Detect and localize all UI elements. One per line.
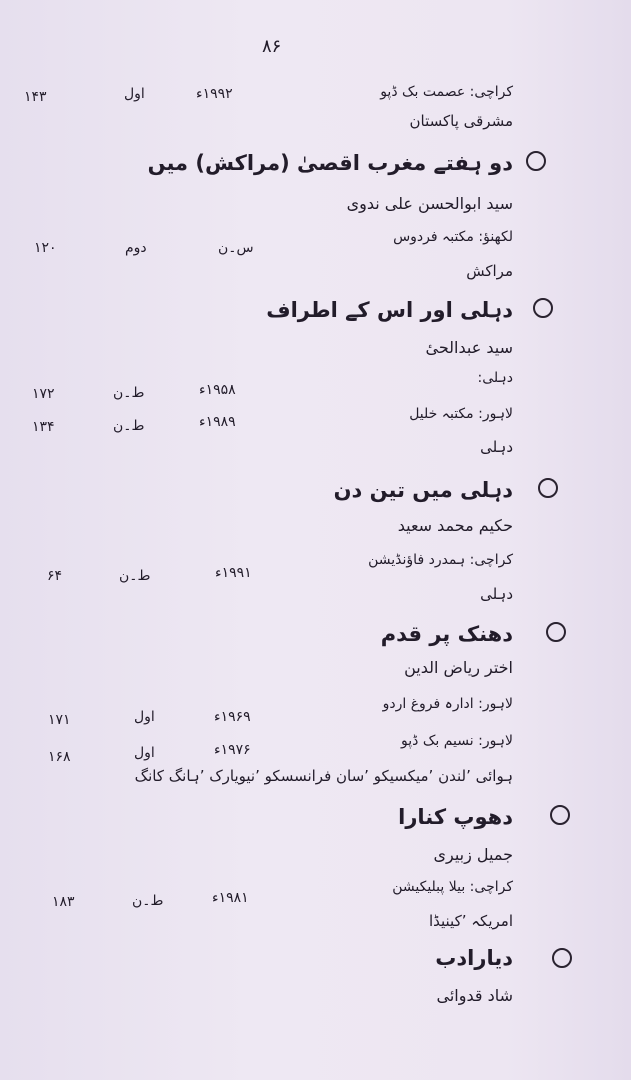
pages: ۱۲۰ <box>34 240 57 256</box>
entry-title: دو ہفتے مغرب اقصیٰ (مراکش) میں <box>147 151 513 175</box>
pages: ۶۴ <box>47 568 63 584</box>
page-number: ۸۶ <box>262 36 282 57</box>
pages: ۱۴۳ <box>24 89 47 105</box>
publisher: کراچی: بیلا پبلیکیشن <box>392 879 513 895</box>
publisher: کراچی: ہمدرد فاؤنڈیشن <box>368 552 513 568</box>
edition: اول <box>134 709 155 725</box>
year: ۱۹۷۶ء <box>214 742 251 758</box>
edition: دوم <box>125 240 147 256</box>
edition: ط۔ن <box>119 568 151 584</box>
publisher: دہلی: <box>477 370 513 386</box>
bullet-circle-icon <box>526 151 546 171</box>
author: سید ابوالحسن علی ندوی <box>346 194 513 213</box>
entry-title: دھنک پر قدم <box>380 622 513 646</box>
author: سید عبدالحیٔ <box>425 338 513 357</box>
publisher: کراچی: عصمت بک ڈپو <box>380 84 513 100</box>
year: س۔ن <box>218 240 254 256</box>
entry-title: دیارادب <box>435 946 513 970</box>
entry-title: دہلی اور اس کے اطراف <box>266 298 513 322</box>
entry-title: دہلی میں تین دن <box>333 478 513 502</box>
pages: ۱۸۳ <box>52 894 75 910</box>
publisher: لاہور: ادارہ فروغ اردو <box>382 696 513 712</box>
year: ۱۹۸۱ء <box>212 890 249 906</box>
place: دہلی <box>480 585 513 603</box>
pages: ۱۷۱ <box>48 712 71 728</box>
author: حکیم محمد سعید <box>397 516 513 535</box>
pages: ۱۳۴ <box>32 419 55 435</box>
publisher: لاہور: مکتبہ خلیل <box>409 406 513 422</box>
place: مراکش <box>466 262 513 280</box>
year: ۱۹۹۱ء <box>215 565 252 581</box>
edition: اول <box>134 745 155 761</box>
place: مشرقی پاکستان <box>409 112 513 130</box>
publisher: لکھنؤ: مکتبہ فردوس <box>393 229 513 245</box>
author: جمیل زبیری <box>433 845 513 864</box>
publisher: لاہور: نسیم بک ڈپو <box>401 733 513 749</box>
edition: اول <box>124 86 145 102</box>
pages: ۱۷۲ <box>32 386 55 402</box>
year: ۱۹۸۹ء <box>199 414 236 430</box>
bullet-circle-icon <box>538 478 558 498</box>
edition: ط۔ن <box>113 385 145 401</box>
year: ۱۹۶۹ء <box>214 709 251 725</box>
place: امریکہ ٬کینیڈا <box>428 912 513 930</box>
year: ۱۹۹۲ء <box>196 86 233 102</box>
author: اختر ریاض الدین <box>404 658 513 677</box>
pages: ۱۶۸ <box>48 749 71 765</box>
edition: ط۔ن <box>132 893 164 909</box>
place: دہلی <box>480 438 513 456</box>
place: ہوائی ٬لندن ٬میکسیکو ٬سان فرانسسکو ٬نیویارک ٬ہانگ کانگ <box>134 767 513 785</box>
bullet-circle-icon <box>552 948 572 968</box>
entry-title: دھوپ کنارا <box>398 805 513 829</box>
year: ۱۹۵۸ء <box>199 382 236 398</box>
author: شاد قدوائی <box>436 986 513 1005</box>
bullet-circle-icon <box>550 805 570 825</box>
bullet-circle-icon <box>546 622 566 642</box>
edition: ط۔ن <box>113 418 145 434</box>
bullet-circle-icon <box>533 298 553 318</box>
